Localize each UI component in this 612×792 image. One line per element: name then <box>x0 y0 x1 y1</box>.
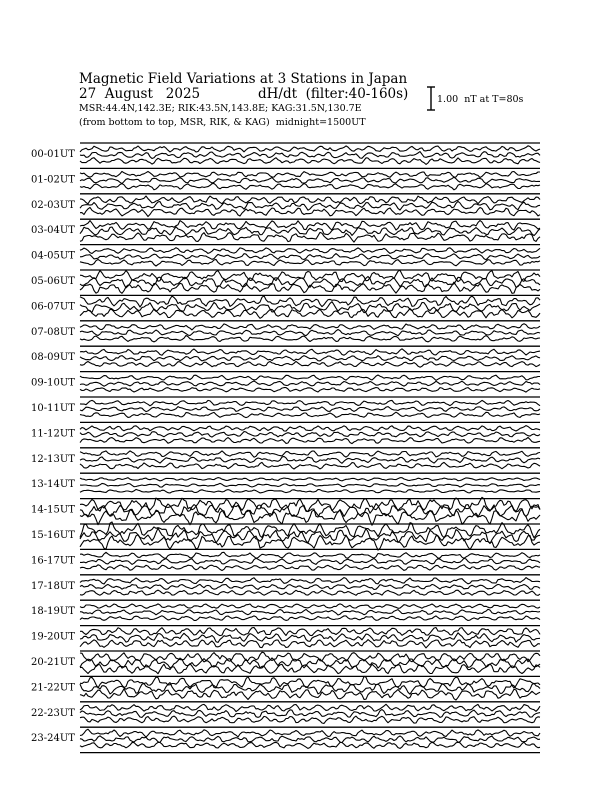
row-label: 10-11UT <box>31 403 75 414</box>
row-09-10UT <box>31 372 540 393</box>
trace-rik <box>80 609 540 615</box>
row-label: 02-03UT <box>31 199 75 211</box>
row-label: 22-23UT <box>31 707 75 719</box>
trace-kag <box>80 478 540 481</box>
row-label: 03-04UT <box>31 225 75 237</box>
row-21-22UT <box>31 676 540 700</box>
trace-rik <box>80 201 540 210</box>
trace-rik <box>80 658 540 668</box>
trace-msr <box>80 158 540 165</box>
scale-bar-label: 1.00 nT at T=80s <box>437 94 524 105</box>
trace-kag <box>80 349 540 356</box>
row-label: 13-14UT <box>31 479 75 491</box>
trace-rik <box>80 736 540 743</box>
row-label: 20-21UT <box>31 657 75 668</box>
trace-kag <box>80 146 540 152</box>
row-16-17UT <box>31 549 540 570</box>
row-17-18UT <box>31 575 540 596</box>
chart-date: 27 August 2025 <box>79 86 201 102</box>
row-label: 16-17UT <box>31 555 75 567</box>
trace-kag <box>80 324 540 330</box>
row-label: 19-20UT <box>31 631 75 643</box>
row-label: 06-07UT <box>31 301 75 313</box>
row-15-16UT <box>31 522 540 550</box>
trace-msr <box>80 689 540 700</box>
row-20-21UT <box>31 651 540 674</box>
trace-rik <box>80 381 540 386</box>
trace-kag <box>80 426 540 432</box>
trace-kag <box>80 704 540 711</box>
trace-msr <box>80 184 540 190</box>
trace-msr <box>80 489 540 493</box>
row-label: 07-08UT <box>31 326 75 338</box>
row-02-03UT <box>31 194 540 217</box>
row-13-14UT <box>31 473 540 493</box>
trace-msr <box>80 309 540 319</box>
row-label: 00-01UT <box>31 149 75 160</box>
trace-rik <box>80 302 540 313</box>
trace-kag <box>80 652 540 662</box>
row-label: 17-18UT <box>31 580 75 592</box>
trace-msr <box>80 259 540 266</box>
row-12-13UT <box>31 448 540 469</box>
trace-kag <box>80 171 540 177</box>
trace-rik <box>80 356 540 361</box>
station-coordinates: MSR:44.4N,142.3E; RIK:43.5N,143.8E; KAG:31.5N,130.7E <box>79 103 362 114</box>
trace-rik <box>80 330 540 336</box>
trace-kag <box>80 196 540 204</box>
row-label: 14-15UT <box>31 504 75 516</box>
row-label: 08-09UT <box>31 352 75 364</box>
trace-msr <box>80 462 540 469</box>
trace-rik <box>80 584 540 589</box>
scale-bar <box>427 87 435 110</box>
row-label: 23-24UT <box>31 733 75 745</box>
row-11-12UT <box>31 422 540 443</box>
trace-msr <box>80 742 540 748</box>
row-23-24UT <box>31 727 540 748</box>
row-19-20UT <box>31 626 540 648</box>
row-label: 18-19UT <box>31 606 75 618</box>
trace-msr <box>80 616 540 621</box>
station-order-note: (from bottom to top, MSR, RIK, & KAG) midnight=1500UT <box>79 117 366 128</box>
trace-rik <box>80 254 540 260</box>
trace-rik <box>80 710 540 718</box>
row-label: 09-10UT <box>31 377 75 389</box>
trace-msr <box>80 716 540 723</box>
row-label: 11-12UT <box>31 428 75 440</box>
trace-rik <box>80 407 540 412</box>
trace-kag <box>80 375 540 380</box>
row-label: 04-05UT <box>31 250 75 262</box>
trace-msr <box>80 361 540 367</box>
chart-title: Magnetic Field Variations at 3 Stations in Japan <box>79 71 408 87</box>
row-05-06UT <box>31 270 540 293</box>
trace-kag <box>80 729 540 737</box>
trace-kag <box>80 451 540 457</box>
trace-msr <box>80 590 540 595</box>
row-label: 21-22UT <box>31 682 75 694</box>
trace-msr <box>80 565 540 571</box>
trace-rik <box>80 558 540 564</box>
trace-kag <box>80 578 540 584</box>
trace-msr <box>80 664 540 674</box>
row-03-04UT <box>31 219 540 242</box>
row-07-08UT <box>31 321 540 342</box>
row-08-09UT <box>31 346 540 367</box>
trace-kag <box>80 400 540 405</box>
trace-rik <box>80 177 540 183</box>
trace-kag <box>80 296 540 307</box>
trace-kag <box>80 552 540 558</box>
trace-msr <box>80 412 540 417</box>
row-label: 01-02UT <box>31 174 75 186</box>
trace-kag <box>80 248 540 254</box>
hourly-rows <box>31 143 540 753</box>
row-10-11UT <box>31 397 540 418</box>
trace-rik <box>80 227 540 236</box>
trace-kag <box>80 604 540 608</box>
filter-note: dH/dt (filter:40-160s) <box>258 86 409 102</box>
row-label: 12-13UT <box>31 453 75 465</box>
row-14-15UT <box>31 497 540 525</box>
trace-rik <box>80 432 540 438</box>
trace-msr <box>80 388 540 393</box>
row-18-19UT <box>31 600 540 620</box>
trace-rik <box>80 483 540 487</box>
trace-kag <box>80 270 540 281</box>
trace-msr <box>80 437 540 443</box>
trace-msr <box>80 232 540 242</box>
trace-rik <box>80 456 540 463</box>
trace-msr <box>80 336 540 342</box>
row-01-02UT <box>31 168 540 189</box>
row-06-07UT <box>31 295 540 318</box>
row-22-23UT <box>31 702 540 724</box>
trace-rik <box>80 277 540 288</box>
row-label: 05-06UT <box>31 276 75 287</box>
row-00-01UT <box>31 143 540 164</box>
row-04-05UT <box>31 245 540 266</box>
trace-kag <box>80 628 540 636</box>
trace-rik <box>80 152 540 159</box>
row-label: 15-16UT <box>31 530 75 541</box>
